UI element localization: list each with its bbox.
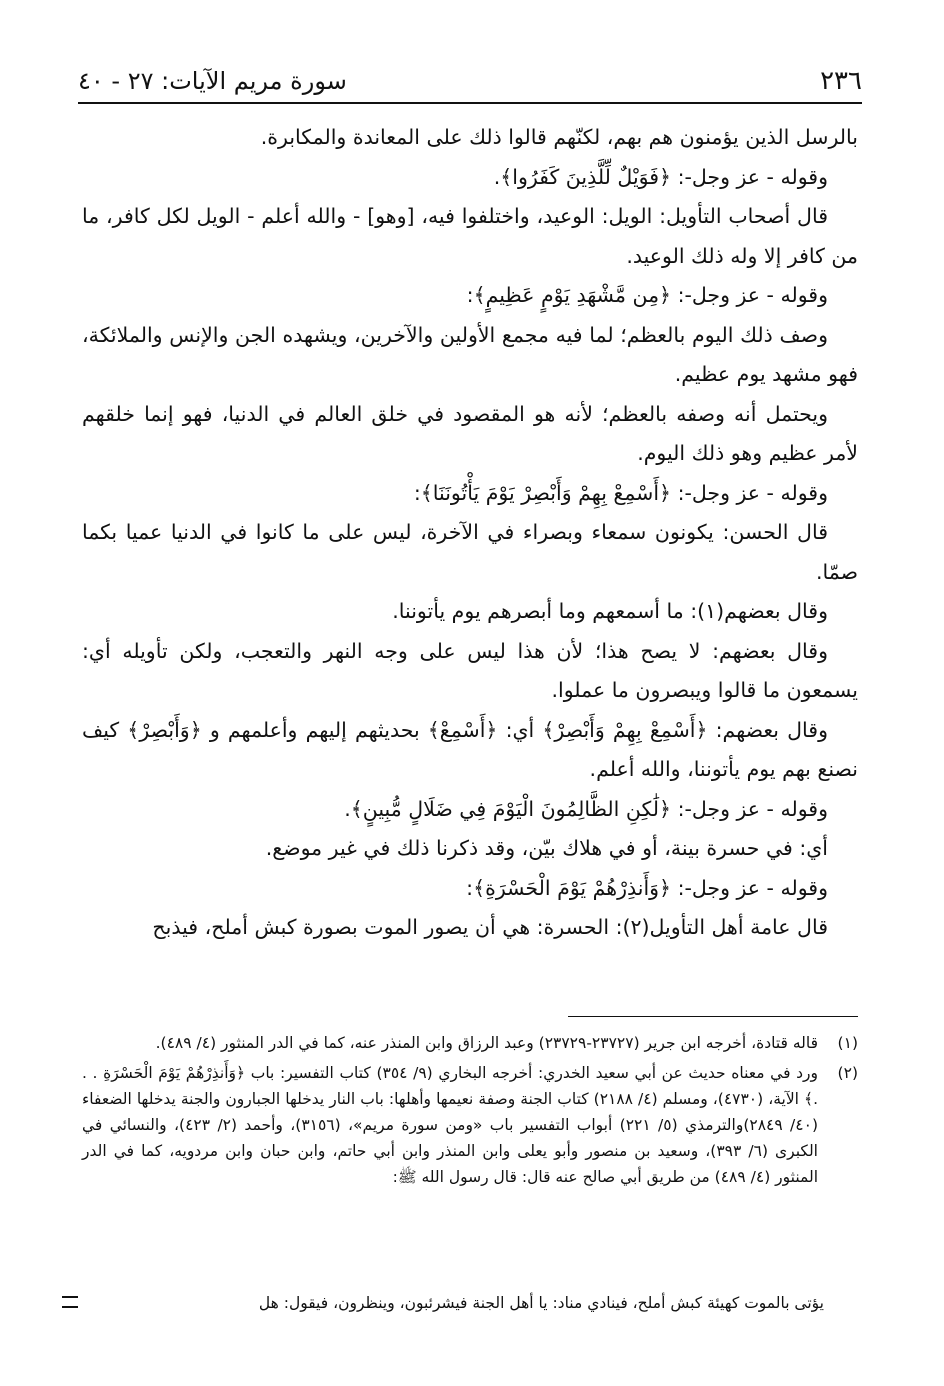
footnote-separator	[568, 1016, 858, 1017]
paragraph: وقال بعضهم: لا يصح هذا؛ لأن هذا ليس على وجه النهر والتعجب، ولكن تأويله أي: يسمعون ما قالوا ويبصرون ما عملوا.	[82, 638, 858, 702]
footnote-number: (٢)	[837, 1064, 858, 1082]
footnote	[82, 1030, 858, 1056]
running-header	[78, 60, 862, 104]
paragraph: وقوله - عز وجل-: ﴿لَٰكِنِ الظَّالِمُونَ الْيَوْمَ فِي ضَلَالٍ مُّبِينٍ﴾.	[344, 796, 828, 821]
paragraph: بالرسل الذين يؤمنون هم بهم، لكنّهم قالوا ذلك على المعاندة والمكابرة.	[260, 125, 858, 149]
paragraph: قال الحسن: يكونون سمعاء وبصراء في الآخرة، ليس على ما كانوا في الدنيا عميا بكما صمّا.	[82, 520, 858, 584]
footnotes	[82, 1030, 858, 1194]
paragraph: وقوله - عز وجل-: ﴿وَأَنذِرْهُمْ يَوْمَ الْحَسْرَةِ﴾:	[466, 875, 828, 900]
paragraph: قال عامة أهل التأويل(٢): الحسرة: هي أن يصور الموت بصورة كبش أملح، فيذبح	[152, 915, 828, 939]
paragraph: أي: في حسرة بينة، أو في هلاك بيّن، وقد ذكرنا ذلك في غير موضع.	[265, 836, 828, 860]
paragraph: قال أصحاب التأويل: الويل: الوعيد، واختلفوا فيه، [وهو] - والله أعلم - الويل لكل كافر، ما من كافر إلا وله ذلك الوعيد.	[82, 204, 858, 268]
footnote-continuation: يؤتى بالموت كهيئة كبش أملح، فينادي مناد: يا أهل الجنة فيشرئبون، وينظرون، فيقول: هل	[258, 1294, 824, 1312]
continuation-mark	[62, 1296, 78, 1308]
footnote-text: قاله قتادة، أخرجه ابن جرير (٢٣٧٢٧-٢٣٧٢٩) وعبد الرزاق وابن المنذر عنه، كما في الدر المنثور (٤/ ٤٨٩).	[155, 1034, 818, 1052]
footnote	[82, 1060, 858, 1190]
footnote-text: ورد في معناه حديث عن أبي سعيد الخدري: أخرجه البخاري (٩/ ٣٥٤) كتاب التفسير: باب ﴿وَأَنذِرْهُمْ يَوْمَ الْحَسْرَةِ . . .﴾ الآية، (٤٧٣٠)، ومسلم (٤/ ٢١٨٨) كتاب الجنة وصفة نعيمها وأهلها: باب النار يدخلها الجبارون والجنة يدخلها الضعفاء (٤٠/ ٢٨٤٩)والترمذي (٥/ ٢٢١) أبواب التفسير باب «ومن سورة مريم»، (٣١٥٦)، وأحمد (٢/ ٤٢٣)، والنسائي في الكبرى (٦/ ٣٩٣)، وسعيد بن منصور وأبو يعلى وابن المنذر وابن أبي حاتم، وابن حبان وابن مردويه، كما في الدر المنثور (٤/ ٤٨٩) من طريق أبي صالح عنه قال: قال رسول الله ﷺ:	[82, 1064, 819, 1186]
paragraph: وقوله - عز وجل-: ﴿أَسْمِعْ بِهِمْ وَأَبْصِرْ يَوْمَ يَأْتُونَنَا﴾:	[413, 480, 828, 505]
paragraph: وقوله - عز وجل-: ﴿مِن مَّشْهَدِ يَوْمٍ عَظِيمٍ﴾:	[466, 283, 828, 307]
main-text	[82, 118, 858, 948]
chapter-title: سورة مريم الآيات: ٢٧ - ٤٠	[78, 67, 347, 95]
footnote-number: (١)	[837, 1034, 858, 1052]
paragraph: وقوله - عز وجل-: ﴿فَوَيْلٌ لِّلَّذِينَ كَفَرُوا﴾.	[493, 164, 828, 189]
page-number: ٢٣٦	[820, 66, 862, 96]
paragraph: وقال بعضهم: ﴿أَسْمِعْ بِهِمْ وَأَبْصِرْ﴾ أي: ﴿أَسْمِعْ﴾ بحديثهم إليهم وأعلمهم و ﴿وَأَبْصِرْ﴾ كيف نصنع بهم يوم يأتوننا، والله أعلم.	[82, 717, 858, 781]
paragraph: وصف ذلك اليوم بالعظم؛ لما فيه مجمع الأولين والآخرين، ويشهده الجن والإنس والملائكة، فهو مشهد يوم عظيم.	[82, 322, 858, 386]
paragraph: ويحتمل أنه وصفه بالعظم؛ لأنه هو المقصود في خلق العالم في الدنيا، فهو إنما خلقهم لأمر عظيم وهو ذلك اليوم.	[82, 401, 858, 465]
paragraph: وقال بعضهم(١): ما أسمعهم وما أبصرهم يوم يأتوننا.	[392, 599, 828, 623]
